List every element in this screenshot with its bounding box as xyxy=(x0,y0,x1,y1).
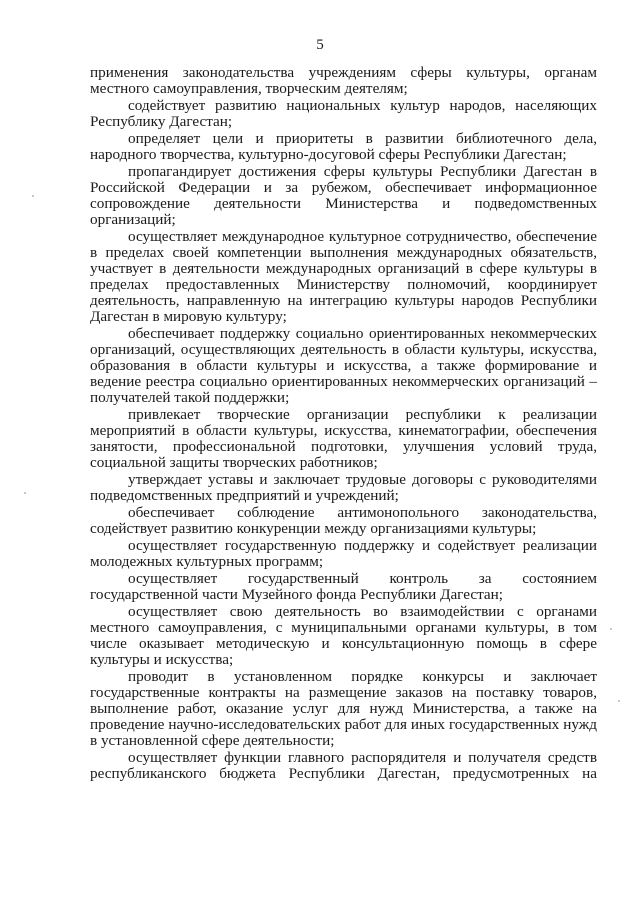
paragraph: пропагандирует достижения сферы культуры Республики Дагестан в Российской Федерации и за рубежом, обеспечивает информационное сопровождение деятельности Министерства и подведомственных организаций; xyxy=(90,163,597,228)
paragraph-truncated: осуществляет функции главного распорядителя и получателя средств республиканского бюджета Республики Дагестан, предусмотренных на xyxy=(90,749,597,782)
document-body xyxy=(90,65,597,783)
paragraph: обеспечивает поддержку социально ориентированных некоммерческих организаций, осуществляющих деятельность в области культуры, искусства, образования в области культуры и искусства, а также формирование и ведение реестра социально ориентированных некоммерческих организаций – получателей такой поддержки; xyxy=(90,325,597,406)
paragraph: привлекает творческие организации республики к реализации мероприятий в области культуры, искусства, кинематографии, обеспечения занятости, профессиональной подготовки, улучшения условий труда, социальной защиты творческих работников; xyxy=(90,406,597,471)
paragraph: утверждает уставы и заключает трудовые договоры с руководителями подведомственных предприятий и учреждений; xyxy=(90,471,597,504)
paragraph: обеспечивает соблюдение антимонопольного законодательства, содействует развитию конкуренции между организациями культуры; xyxy=(90,504,597,537)
paragraph: содействует развитию национальных культур народов, населяющих Республику Дагестан; xyxy=(90,97,597,130)
paragraph: осуществляет государственную поддержку и содействует реализации молодежных культурных программ; xyxy=(90,537,597,570)
page-number: 5 xyxy=(316,37,324,53)
paragraph: осуществляет свою деятельность во взаимодействии с органами местного самоуправления, с муниципальными органами культуры, в том числе оказывает методическую и консультационную помощь в сфере культуры и искусства; xyxy=(90,603,597,668)
paragraph: осуществляет государственный контроль за состоянием государственной части Музейного фонда Республики Дагестан; xyxy=(90,570,597,603)
paragraph: определяет цели и приоритеты в развитии библиотечного дела, народного творчества, культурно-досуговой сферы Республики Дагестан; xyxy=(90,130,597,163)
scan-speck xyxy=(610,628,612,630)
paragraph: осуществляет международное культурное сотрудничество, обеспечение в пределах своей компетенции выполнения международных обязательств, участвует в деятельности международных организаций в сфере культуры в пределах предоставленных Министерству полномочий, координирует деятельность, направленную на интеграцию культуры народов Республики Дагестан в мировую культуру; xyxy=(90,228,597,325)
scan-speck xyxy=(618,700,620,702)
scan-speck xyxy=(24,492,26,494)
scan-speck xyxy=(32,195,34,197)
paragraph-continuation: применения законодательства учреждениям сферы культуры, органам местного самоуправления, творческим деятелям; xyxy=(90,64,597,97)
paragraph: проводит в установленном порядке конкурсы и заключает государственные контракты на размещение заказов на поставку товаров, выполнение работ, оказание услуг для нужд Министерства, а также на проведение научно-исследовательских работ для иных государственных нужд в установленной сфере деятельности; xyxy=(90,668,597,749)
